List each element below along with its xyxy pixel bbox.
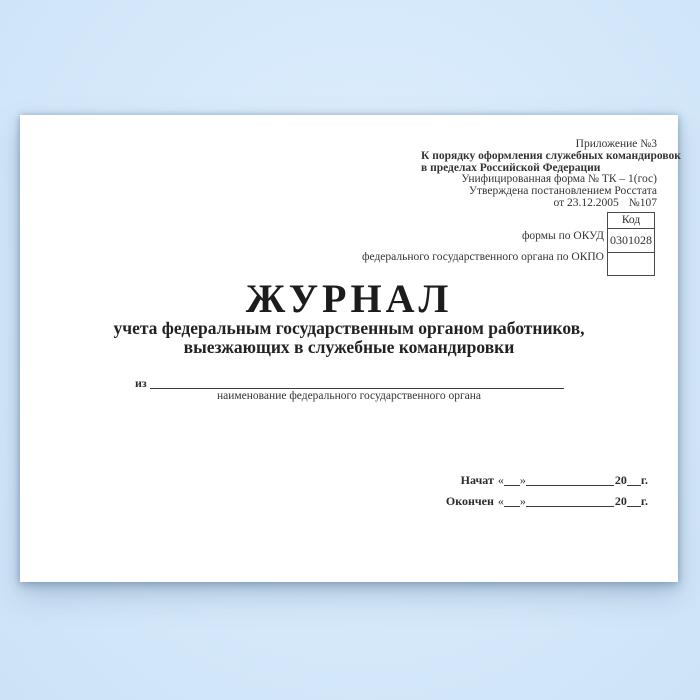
finished-year-blank (627, 496, 641, 507)
appendix-number: Приложение №3 (575, 138, 657, 150)
finished-label: Окончен (445, 494, 494, 508)
finished-year-prefix: 20 (614, 494, 627, 508)
order-reference-line2: в пределах Российской Федерации (421, 161, 601, 174)
subtitle-line2: выезжающих в служебные командировки (183, 337, 515, 357)
code-table (607, 212, 655, 276)
journal-started-row (461, 474, 648, 487)
approval-date-line (421, 198, 657, 210)
open-quote: « (497, 473, 504, 487)
started-month-blank (526, 475, 614, 486)
approval-line: Утверждена постановлением Росстата (468, 185, 657, 198)
page-title: ЖУРНАЛ (245, 276, 453, 321)
finished-year-suffix: г. (640, 494, 648, 508)
started-day-blank (504, 475, 520, 486)
code-table-header: Код (608, 213, 654, 229)
order-reference-line1: К порядку оформления служебных командировок (421, 149, 681, 162)
started-year-prefix: 20 (614, 473, 627, 487)
subtitle-line1: учета федеральным государственным органом работников, (113, 318, 585, 338)
organization-prefix: из (135, 376, 147, 390)
started-year-suffix: г. (640, 473, 648, 487)
okud-label: формы по ОКУД (521, 230, 604, 242)
okpo-label: федерального государственного органа по ОКПО (362, 251, 604, 263)
close-quote: » (519, 473, 526, 487)
unified-form-number: Унифицированная форма № ТК – 1(гос) (461, 173, 657, 186)
page-subtitle (20, 319, 678, 357)
open-quote: « (497, 494, 504, 508)
started-year-blank (627, 475, 641, 486)
approval-date: от 23.12.2005 (553, 196, 619, 209)
started-label: Начат (460, 473, 494, 487)
finished-day-blank (504, 496, 520, 507)
organization-line (135, 377, 564, 390)
organization-caption: наименование федерального государственного органа (216, 390, 482, 402)
close-quote: » (519, 494, 526, 508)
organization-blank-line (150, 378, 564, 389)
okud-code-value: 0301028 (608, 229, 654, 253)
finished-month-blank (526, 496, 614, 507)
okpo-code-cell (608, 253, 654, 275)
requisites-block (421, 138, 681, 210)
journal-cover-page (20, 115, 681, 582)
journal-finished-row (446, 495, 648, 508)
decree-number: №107 (628, 196, 657, 209)
